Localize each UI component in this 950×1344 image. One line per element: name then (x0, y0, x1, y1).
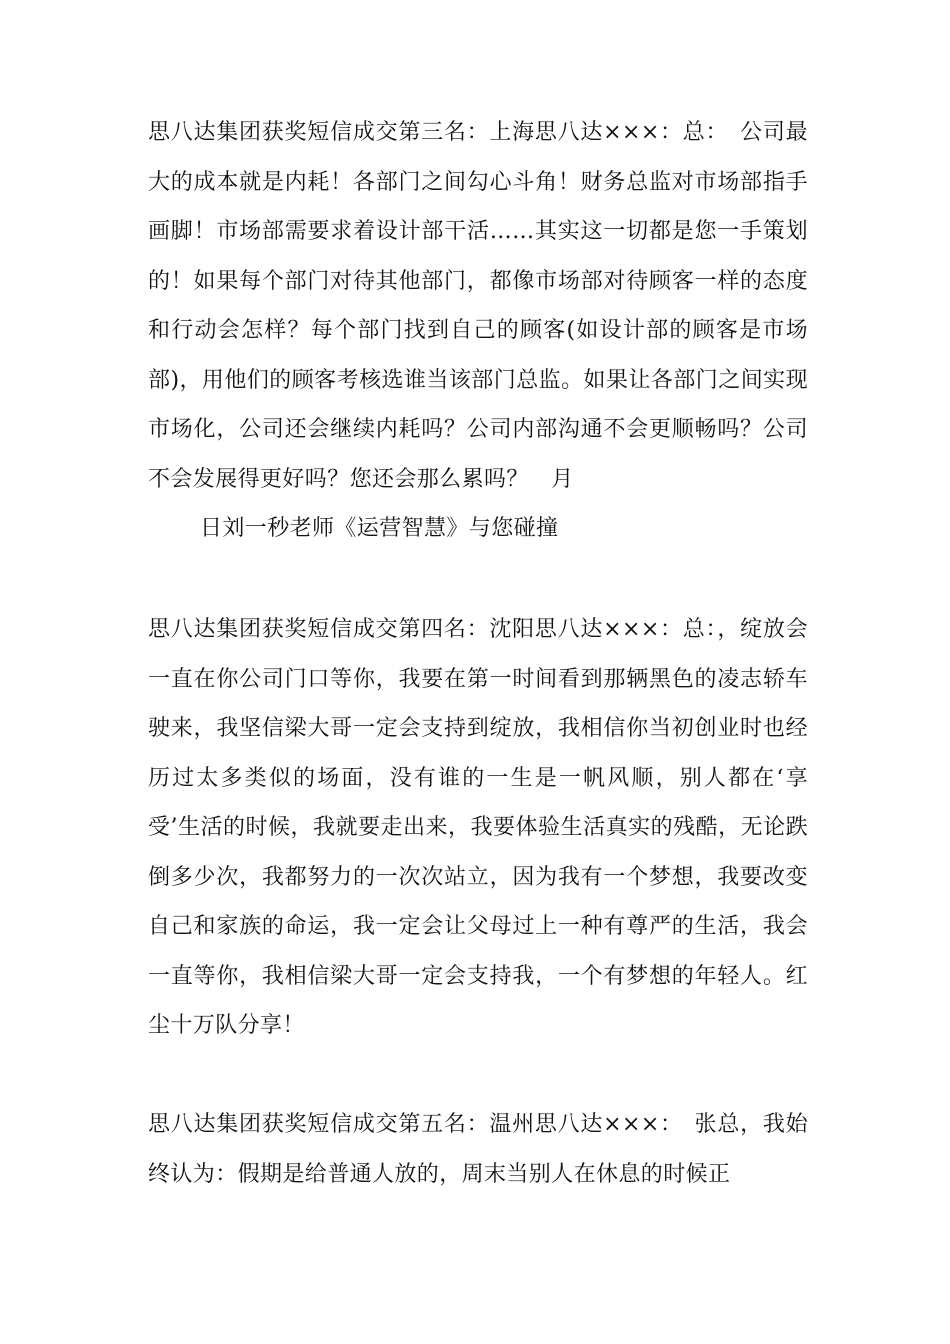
paragraph-third-place: 思八达集团获奖短信成交第三名：上海思八达×××：总： 公司最大的成本就是内耗！各部门之间勾心斗角！财务总监对市场部指手画脚！市场部需要求着设计部干活……其实这一切都是您一手策划的！如果每个部门对待其他部门，都像市场部对待顾客一样的态度和行动会怎样？每个部门找到自己的顾客(如设计部的顾客是市场部)，用他们的顾客考核选谁当该部门总监。如果让各部门之间实现市场化，公司还会继续内耗吗？公司内部沟通不会更顺畅吗？公司不会发展得更好吗？您还会那么累吗？ 月 (148, 120, 808, 492)
paragraph-fifth-place: 思八达集团获奖短信成交第五名：温州思八达×××： 张总，我始终认为：假期是给普通人放的，周末当别人在休息的时候正 (148, 1112, 808, 1187)
paragraph-third-place-signature: 日刘一秒老师《运营智慧》与您碰撞 (200, 516, 559, 541)
paragraph-fourth-place: 思八达集团获奖短信成交第四名：沈阳思八达×××：总：，绽放会一直在你公司门口等你，我要在第一时间看到那辆黑色的凌志轿车驶来，我坚信梁大哥一定会支持到绽放，我相信你当初创业时也经历过太多类似的场面，没有谁的一生是一帆风顺，别人都在‘享受’生活的时候，我就要走出来，我要体验生活真实的残酷，无论跌倒多少次，我都努力的一次次站立，因为我有一个梦想，我要改变自己和家族的命运，我一定会让父母过上一种有尊严的生活，我会一直等你，我相信梁大哥一定会支持我，一个有梦想的年轻人。红尘十万队分享！ (148, 617, 808, 1038)
